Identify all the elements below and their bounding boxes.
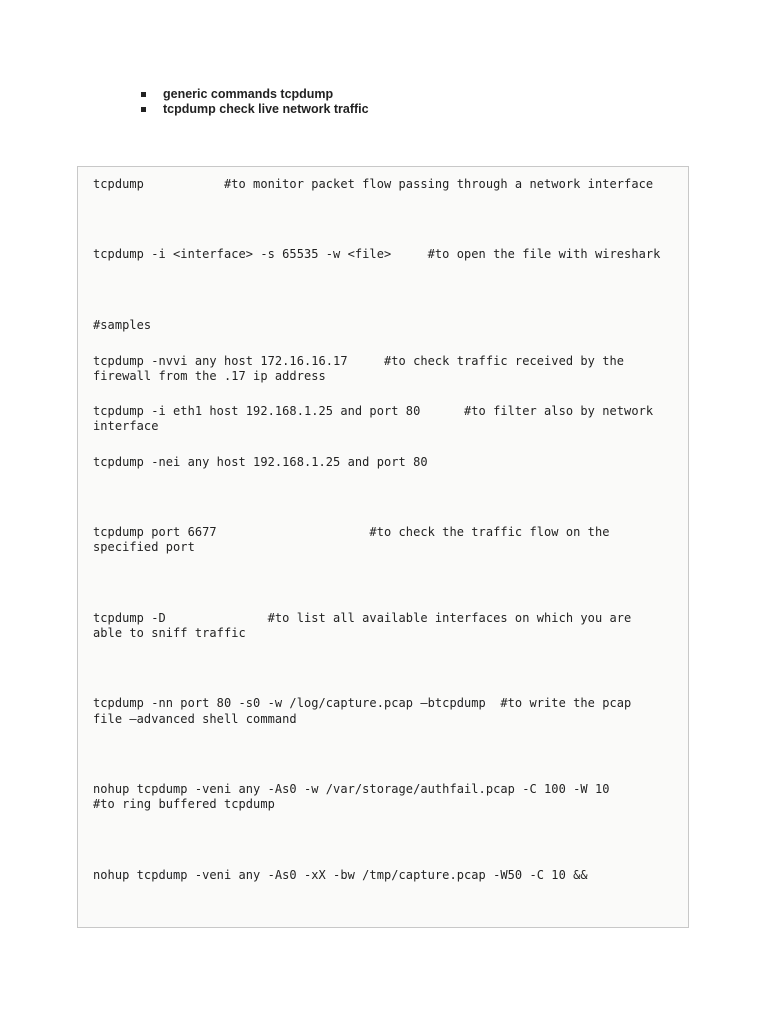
code-line: interface — [93, 419, 159, 433]
code-line: firewall from the .17 ip address — [93, 369, 326, 383]
code-line: tcpdump -nvvi any host 172.16.16.17 #to check traffic received by the — [93, 354, 625, 368]
code-line: nohup tcpdump -veni any -As0 -xX -bw /tmp/capture.pcap -W50 -C 10 && — [93, 868, 588, 882]
code-line: specified port — [93, 540, 195, 554]
code-line: tcpdump #to monitor packet flow passing through a network interface — [93, 177, 654, 191]
code-line: tcpdump -D #to list all available interfaces on which you are — [93, 611, 632, 625]
code-line: #to ring buffered tcpdump — [93, 797, 275, 811]
bullet-text: generic commands tcpdump — [163, 87, 334, 101]
bullet-text: tcpdump check live network traffic — [163, 102, 369, 116]
bullet-item — [140, 102, 369, 117]
code-line: tcpdump port 6677 #to check the traffic flow on the — [93, 525, 610, 539]
code-line: tcpdump -i <interface> -s 65535 -w <file> #to open the file with wireshark — [93, 247, 661, 261]
code-line: tcpdump -nei any host 192.168.1.25 and port 80 — [93, 455, 428, 469]
bullet-list — [140, 87, 369, 117]
square-bullet-icon — [141, 92, 146, 97]
code-line: tcpdump -i eth1 host 192.168.1.25 and port 80 #to filter also by network — [93, 404, 654, 418]
square-bullet-icon — [141, 107, 146, 112]
code-line: tcpdump -nn port 80 -s0 -w /log/capture.pcap –btcpdump #to write the pcap — [93, 696, 632, 710]
bullet-item — [140, 87, 369, 102]
code-line: #samples — [93, 318, 152, 332]
code-line: file –advanced shell command — [93, 712, 297, 726]
code-line: nohup tcpdump -veni any -As0 -w /var/storage/authfail.pcap -C 100 -W 10 — [93, 782, 610, 796]
code-line: able to sniff traffic — [93, 626, 246, 640]
